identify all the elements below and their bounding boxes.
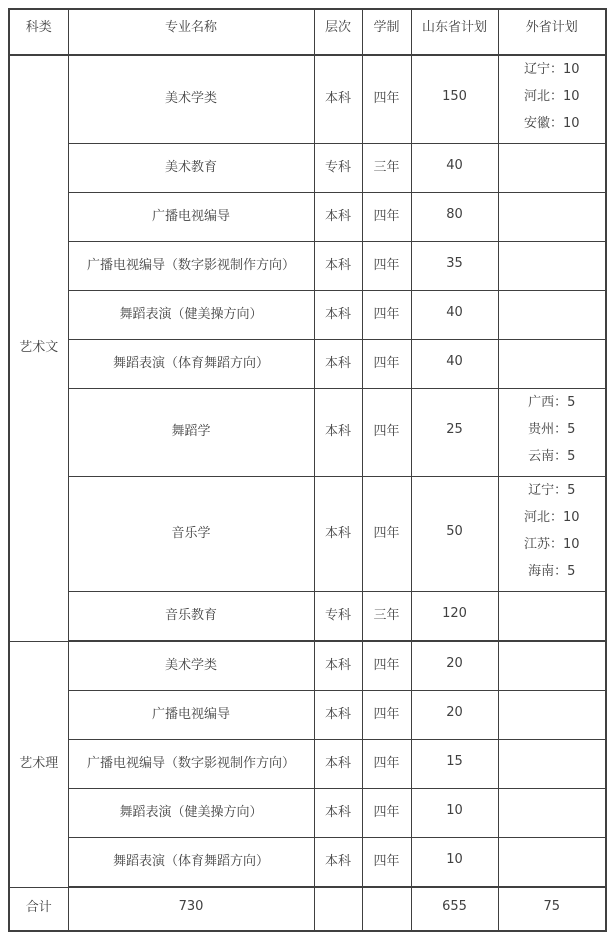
table-row (9, 193, 606, 242)
other-province-plan-cell (498, 389, 606, 477)
other-province-plan-cell (498, 291, 606, 340)
level-cell: 本科 (314, 193, 362, 242)
level-cell: 专科 (314, 144, 362, 193)
shandong-plan-cell: 40 (411, 144, 498, 193)
total-duration-cell (362, 887, 411, 931)
table-row (9, 242, 606, 291)
major-cell: 舞蹈表演（健美操方向） (68, 291, 314, 340)
total-label-cell: 合计 (9, 887, 68, 931)
other-province-plan-cell (498, 477, 606, 592)
table-row (9, 592, 606, 642)
duration-cell: 四年 (362, 55, 411, 144)
major-cell: 音乐学 (68, 477, 314, 592)
shandong-plan-cell: 20 (411, 691, 498, 740)
shandong-plan-cell: 40 (411, 291, 498, 340)
total-shandong-cell: 655 (411, 887, 498, 931)
header-row (9, 9, 606, 55)
other-province-plan-cell (498, 340, 606, 389)
province-quota-line: 海南：5 (528, 564, 576, 579)
other-province-plan-cell (498, 592, 606, 642)
table-row (9, 740, 606, 789)
duration-cell: 四年 (362, 242, 411, 291)
other-province-plan-cell (498, 144, 606, 193)
major-cell: 广播电视编导 (68, 691, 314, 740)
shandong-plan-cell: 40 (411, 340, 498, 389)
table-row (9, 144, 606, 193)
duration-cell: 三年 (362, 592, 411, 642)
major-cell: 舞蹈表演（体育舞蹈方向） (68, 340, 314, 389)
header-category: 科类 (9, 9, 68, 55)
total-other-cell: 75 (498, 887, 606, 931)
table-row (9, 291, 606, 340)
duration-cell: 四年 (362, 193, 411, 242)
shandong-plan-cell: 10 (411, 789, 498, 838)
level-cell: 本科 (314, 340, 362, 389)
shandong-plan-cell: 35 (411, 242, 498, 291)
header-level: 层次 (314, 9, 362, 55)
table-row (9, 641, 606, 691)
total-row (9, 887, 606, 931)
category-cell: 艺术理 (9, 641, 68, 887)
other-province-plan-cell (498, 740, 606, 789)
level-cell: 本科 (314, 291, 362, 340)
province-quota-line: 辽宁：10 (523, 62, 580, 77)
level-cell: 本科 (314, 641, 362, 691)
table-row (9, 389, 606, 477)
duration-cell: 四年 (362, 389, 411, 477)
table-row (9, 477, 606, 592)
level-cell: 本科 (314, 838, 362, 888)
province-quota-line: 河北：10 (523, 510, 580, 525)
level-cell: 本科 (314, 477, 362, 592)
duration-cell: 四年 (362, 641, 411, 691)
level-cell: 本科 (314, 691, 362, 740)
province-quota-line: 江苏：10 (523, 537, 580, 552)
table-row (9, 789, 606, 838)
table-row (9, 55, 606, 144)
major-cell: 舞蹈表演（体育舞蹈方向） (68, 838, 314, 888)
duration-cell: 四年 (362, 691, 411, 740)
shandong-plan-cell: 20 (411, 641, 498, 691)
major-cell: 音乐教育 (68, 592, 314, 642)
province-quota-line: 云南：5 (528, 449, 576, 464)
level-cell: 专科 (314, 592, 362, 642)
duration-cell: 四年 (362, 340, 411, 389)
level-cell: 本科 (314, 242, 362, 291)
other-province-plan-cell (498, 838, 606, 888)
other-province-plan-cell (498, 55, 606, 144)
other-province-plan-cell (498, 789, 606, 838)
level-cell: 本科 (314, 789, 362, 838)
table-row (9, 691, 606, 740)
major-cell: 美术学类 (68, 641, 314, 691)
shandong-plan-cell: 150 (411, 55, 498, 144)
duration-cell: 三年 (362, 144, 411, 193)
major-cell: 舞蹈学 (68, 389, 314, 477)
table-row (9, 340, 606, 389)
header-shandong-plan: 山东省计划 (411, 9, 498, 55)
province-quota-line: 贵州：5 (528, 422, 576, 437)
province-quota-line: 安徽：10 (523, 116, 580, 131)
shandong-plan-cell: 10 (411, 838, 498, 888)
category-cell: 艺术文 (9, 55, 68, 641)
other-province-plan-cell (498, 242, 606, 291)
major-cell: 舞蹈表演（健美操方向） (68, 789, 314, 838)
shandong-plan-cell: 80 (411, 193, 498, 242)
province-quota-line: 广西：5 (528, 395, 576, 410)
duration-cell: 四年 (362, 477, 411, 592)
province-quota-line: 辽宁：5 (528, 483, 576, 498)
duration-cell: 四年 (362, 740, 411, 789)
major-cell: 美术学类 (68, 55, 314, 144)
duration-cell: 四年 (362, 291, 411, 340)
shandong-plan-cell: 25 (411, 389, 498, 477)
province-quota-line: 河北：10 (523, 89, 580, 104)
level-cell: 本科 (314, 740, 362, 789)
other-province-plan-cell (498, 691, 606, 740)
other-province-plan-cell (498, 193, 606, 242)
header-other-province-plan: 外省计划 (498, 9, 606, 55)
total-major-cell: 730 (68, 887, 314, 931)
major-cell: 广播电视编导（数字影视制作方向） (68, 740, 314, 789)
duration-cell: 四年 (362, 838, 411, 888)
level-cell: 本科 (314, 389, 362, 477)
table-row (9, 838, 606, 888)
header-duration: 学制 (362, 9, 411, 55)
shandong-plan-cell: 120 (411, 592, 498, 642)
major-cell: 广播电视编导 (68, 193, 314, 242)
shandong-plan-cell: 15 (411, 740, 498, 789)
level-cell: 本科 (314, 55, 362, 144)
other-province-plan-cell (498, 641, 606, 691)
duration-cell: 四年 (362, 789, 411, 838)
total-level-cell (314, 887, 362, 931)
shandong-plan-cell: 50 (411, 477, 498, 592)
enrollment-plan-table (8, 8, 607, 932)
major-cell: 美术教育 (68, 144, 314, 193)
header-major: 专业名称 (68, 9, 314, 55)
major-cell: 广播电视编导（数字影视制作方向） (68, 242, 314, 291)
